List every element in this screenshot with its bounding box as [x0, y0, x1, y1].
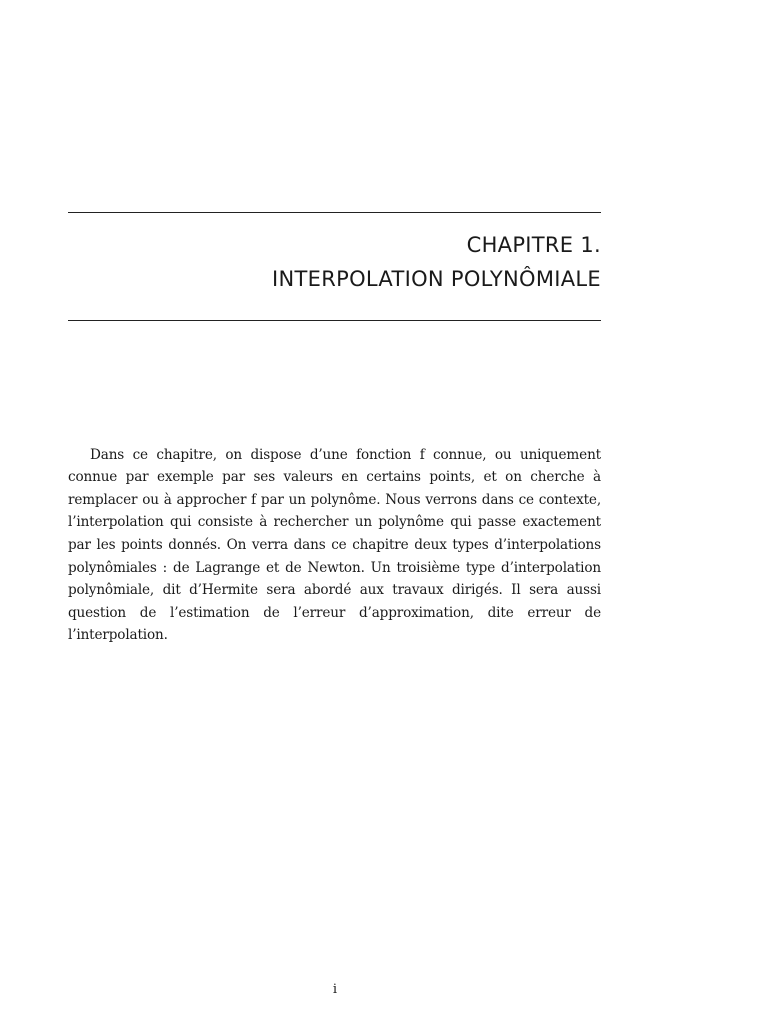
- chapter-title: INTERPOLATION POLYNÔMIALE: [272, 267, 601, 291]
- chapter-bottom-rule: [68, 320, 601, 321]
- chapter-number: CHAPITRE 1.: [466, 233, 601, 257]
- chapter-top-rule: [68, 212, 601, 213]
- chapter-heading: [272, 228, 601, 296]
- page-number: i: [332, 982, 338, 997]
- intro-paragraph: Dans ce chapitre, on dispose d’une fonction f connue, ou uniquement connue par exemple par ses valeurs en certains points, et on cherche à remplacer ou à approcher f par un polynôme. Nous verrons dans ce contexte, l’interpolation qui consiste à rechercher un polynôme qui passe exactement par les points donnés. On verra dans ce chapitre deux types d’interpolations polynômiales : de Lagrange et de Newton. Un troisième type d’interpolation polynômiale, dit d’Hermite sera abordé aux travaux dirigés. Il sera aussi question de l’estimation de l’erreur d’approximation, dite erreur de l’interpolation.: [68, 446, 601, 644]
